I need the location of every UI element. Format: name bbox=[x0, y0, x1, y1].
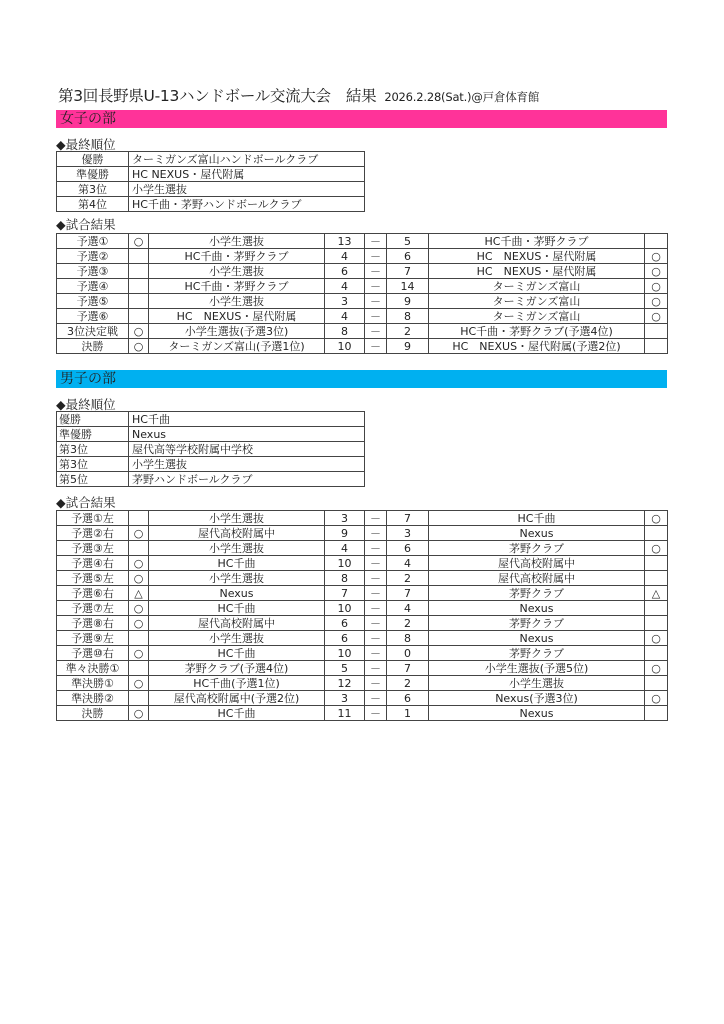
ranking-place: 第3位 bbox=[57, 457, 129, 472]
match-row bbox=[57, 571, 668, 586]
match-team2: ターミガンズ富山 bbox=[429, 309, 645, 324]
score-separator: － bbox=[365, 526, 387, 541]
match-row bbox=[57, 616, 668, 631]
match-score1: 9 bbox=[325, 526, 365, 541]
ranking-team: HC NEXUS・屋代附属 bbox=[129, 167, 365, 182]
match-score2: 7 bbox=[387, 264, 429, 279]
ranking-place: 準優勝 bbox=[57, 167, 129, 182]
score-separator: － bbox=[365, 294, 387, 309]
match-round: 予選② bbox=[57, 249, 129, 264]
match-score2: 7 bbox=[387, 661, 429, 676]
match-score1: 3 bbox=[325, 511, 365, 526]
match-team2: ターミガンズ富山 bbox=[429, 279, 645, 294]
match-team2: 茅野クラブ bbox=[429, 646, 645, 661]
match-score1: 10 bbox=[325, 339, 365, 354]
score-separator: － bbox=[365, 676, 387, 691]
win-mark-team2 bbox=[645, 646, 668, 661]
match-row bbox=[57, 234, 668, 249]
match-team2: HC NEXUS・屋代附属(予選2位) bbox=[429, 339, 645, 354]
match-round: 予選③左 bbox=[57, 541, 129, 556]
match-team1: HC千曲 bbox=[149, 706, 325, 721]
boys-section-header: 男子の部 bbox=[56, 370, 667, 388]
match-score2: 7 bbox=[387, 586, 429, 601]
match-round: 準々決勝① bbox=[57, 661, 129, 676]
match-score1: 10 bbox=[325, 646, 365, 661]
match-score2: 9 bbox=[387, 339, 429, 354]
match-score1: 13 bbox=[325, 234, 365, 249]
win-mark-team1: ○ bbox=[129, 616, 149, 631]
ranking-row bbox=[57, 152, 365, 167]
win-mark-team1 bbox=[129, 511, 149, 526]
match-team1: 小学生選抜 bbox=[149, 631, 325, 646]
match-team2: HC NEXUS・屋代附属 bbox=[429, 264, 645, 279]
match-score2: 2 bbox=[387, 676, 429, 691]
match-team1: HC千曲・茅野クラブ bbox=[149, 279, 325, 294]
ranking-team: 屋代高等学校附属中学校 bbox=[129, 442, 365, 457]
match-score1: 11 bbox=[325, 706, 365, 721]
win-mark-team1 bbox=[129, 294, 149, 309]
ranking-row bbox=[57, 197, 365, 212]
match-team2: 小学生選抜(予選5位) bbox=[429, 661, 645, 676]
win-mark-team1 bbox=[129, 249, 149, 264]
ranking-row bbox=[57, 442, 365, 457]
ranking-team: 小学生選抜 bbox=[129, 457, 365, 472]
ranking-team: HC千曲・茅野ハンドボールクラブ bbox=[129, 197, 365, 212]
win-mark-team1 bbox=[129, 541, 149, 556]
win-mark-team1 bbox=[129, 264, 149, 279]
win-mark-team1: ○ bbox=[129, 601, 149, 616]
match-team2: 茅野クラブ bbox=[429, 616, 645, 631]
ranking-place: 第5位 bbox=[57, 472, 129, 487]
match-team1: 茅野クラブ(予選4位) bbox=[149, 661, 325, 676]
win-mark-team2: ○ bbox=[645, 511, 668, 526]
match-score2: 8 bbox=[387, 631, 429, 646]
match-row bbox=[57, 631, 668, 646]
match-round: 予選④ bbox=[57, 279, 129, 294]
match-team2: Nexus bbox=[429, 706, 645, 721]
ranking-place: 第3位 bbox=[57, 442, 129, 457]
match-row bbox=[57, 661, 668, 676]
match-team2: 屋代高校附属中 bbox=[429, 556, 645, 571]
ranking-team: HC千曲 bbox=[129, 412, 365, 427]
win-mark-team1: ○ bbox=[129, 526, 149, 541]
match-score2: 3 bbox=[387, 526, 429, 541]
match-team1: HC千曲 bbox=[149, 556, 325, 571]
match-team1: 屋代高校附属中(予選2位) bbox=[149, 691, 325, 706]
score-separator: － bbox=[365, 646, 387, 661]
match-score2: 1 bbox=[387, 706, 429, 721]
win-mark-team2: ○ bbox=[645, 661, 668, 676]
score-separator: － bbox=[365, 511, 387, 526]
boys-ranking-table bbox=[56, 411, 365, 487]
win-mark-team2: ○ bbox=[645, 264, 668, 279]
match-score2: 7 bbox=[387, 511, 429, 526]
match-round: 予選⑥ bbox=[57, 309, 129, 324]
match-round: 予選⑦左 bbox=[57, 601, 129, 616]
win-mark-team2 bbox=[645, 556, 668, 571]
win-mark-team2: ○ bbox=[645, 279, 668, 294]
score-separator: － bbox=[365, 339, 387, 354]
win-mark-team2 bbox=[645, 616, 668, 631]
match-row bbox=[57, 511, 668, 526]
match-score1: 3 bbox=[325, 294, 365, 309]
match-team1: 小学生選抜 bbox=[149, 264, 325, 279]
match-score2: 2 bbox=[387, 571, 429, 586]
ranking-row bbox=[57, 472, 365, 487]
match-round: 予選① bbox=[57, 234, 129, 249]
match-round: 準決勝② bbox=[57, 691, 129, 706]
score-separator: － bbox=[365, 661, 387, 676]
ranking-place: 第3位 bbox=[57, 182, 129, 197]
win-mark-team2 bbox=[645, 571, 668, 586]
document-title bbox=[58, 84, 539, 106]
win-mark-team2 bbox=[645, 601, 668, 616]
match-team1: 小学生選抜 bbox=[149, 541, 325, 556]
match-score2: 4 bbox=[387, 556, 429, 571]
match-team2: HC千曲 bbox=[429, 511, 645, 526]
match-row bbox=[57, 646, 668, 661]
match-team1: 小学生選抜(予選3位) bbox=[149, 324, 325, 339]
ranking-row bbox=[57, 412, 365, 427]
match-score1: 4 bbox=[325, 249, 365, 264]
score-separator: － bbox=[365, 601, 387, 616]
match-round: 3位決定戦 bbox=[57, 324, 129, 339]
score-separator: － bbox=[365, 556, 387, 571]
match-score2: 8 bbox=[387, 309, 429, 324]
win-mark-team2: ○ bbox=[645, 631, 668, 646]
match-row bbox=[57, 586, 668, 601]
ranking-team: Nexus bbox=[129, 427, 365, 442]
match-round: 予選④右 bbox=[57, 556, 129, 571]
girls-matches-heading: ◆試合結果 bbox=[56, 217, 116, 232]
match-score2: 6 bbox=[387, 541, 429, 556]
match-team1: HC NEXUS・屋代附属 bbox=[149, 309, 325, 324]
match-score1: 4 bbox=[325, 279, 365, 294]
match-team2: HC千曲・茅野クラブ(予選4位) bbox=[429, 324, 645, 339]
boys-ranking-heading: ◆最終順位 bbox=[56, 397, 116, 412]
match-row bbox=[57, 691, 668, 706]
match-score1: 3 bbox=[325, 691, 365, 706]
ranking-place: 優勝 bbox=[57, 152, 129, 167]
match-round: 予選②右 bbox=[57, 526, 129, 541]
match-row bbox=[57, 294, 668, 309]
win-mark-team2 bbox=[645, 324, 668, 339]
win-mark-team1: ○ bbox=[129, 556, 149, 571]
score-separator: － bbox=[365, 264, 387, 279]
match-team2: 屋代高校附属中 bbox=[429, 571, 645, 586]
match-score2: 9 bbox=[387, 294, 429, 309]
win-mark-team2 bbox=[645, 234, 668, 249]
score-separator: － bbox=[365, 706, 387, 721]
score-separator: － bbox=[365, 631, 387, 646]
match-round: 予選⑨左 bbox=[57, 631, 129, 646]
match-round: 予選⑤ bbox=[57, 294, 129, 309]
match-row bbox=[57, 339, 668, 354]
win-mark-team2: ○ bbox=[645, 541, 668, 556]
match-score2: 0 bbox=[387, 646, 429, 661]
match-team1: HC千曲(予選1位) bbox=[149, 676, 325, 691]
score-separator: － bbox=[365, 234, 387, 249]
match-round: 予選③ bbox=[57, 264, 129, 279]
ranking-place: 準優勝 bbox=[57, 427, 129, 442]
match-team1: 屋代高校附属中 bbox=[149, 616, 325, 631]
match-team2: 茅野クラブ bbox=[429, 541, 645, 556]
ranking-team: 小学生選抜 bbox=[129, 182, 365, 197]
win-mark-team2: ○ bbox=[645, 249, 668, 264]
ranking-row bbox=[57, 182, 365, 197]
match-team2: Nexus bbox=[429, 526, 645, 541]
win-mark-team2 bbox=[645, 526, 668, 541]
score-separator: － bbox=[365, 541, 387, 556]
score-separator: － bbox=[365, 586, 387, 601]
girls-ranking-heading: ◆最終順位 bbox=[56, 137, 116, 152]
match-team1: 小学生選抜 bbox=[149, 511, 325, 526]
match-row bbox=[57, 309, 668, 324]
boys-match-table bbox=[56, 510, 668, 721]
match-team1: HC千曲・茅野クラブ bbox=[149, 249, 325, 264]
match-team2: Nexus(予選3位) bbox=[429, 691, 645, 706]
ranking-place: 第4位 bbox=[57, 197, 129, 212]
match-row bbox=[57, 556, 668, 571]
win-mark-team2 bbox=[645, 339, 668, 354]
match-row bbox=[57, 706, 668, 721]
match-round: 決勝 bbox=[57, 339, 129, 354]
ranking-team: ターミガンズ富山ハンドボールクラブ bbox=[129, 152, 365, 167]
match-row bbox=[57, 526, 668, 541]
tournament-title: 第3回長野県U-13ハンドボール交流大会 結果 bbox=[58, 87, 377, 105]
ranking-place: 優勝 bbox=[57, 412, 129, 427]
match-score1: 6 bbox=[325, 264, 365, 279]
win-mark-team2 bbox=[645, 706, 668, 721]
win-mark-team2: △ bbox=[645, 586, 668, 601]
girls-ranking-table bbox=[56, 151, 365, 212]
ranking-row bbox=[57, 167, 365, 182]
girls-match-table bbox=[56, 233, 668, 354]
score-separator: － bbox=[365, 324, 387, 339]
win-mark-team1 bbox=[129, 631, 149, 646]
score-separator: － bbox=[365, 249, 387, 264]
match-row bbox=[57, 541, 668, 556]
win-mark-team1 bbox=[129, 691, 149, 706]
match-score1: 8 bbox=[325, 571, 365, 586]
match-row bbox=[57, 249, 668, 264]
match-round: 予選⑩右 bbox=[57, 646, 129, 661]
match-score2: 4 bbox=[387, 601, 429, 616]
win-mark-team1: ○ bbox=[129, 676, 149, 691]
match-round: 予選⑧右 bbox=[57, 616, 129, 631]
ranking-row bbox=[57, 427, 365, 442]
match-score1: 4 bbox=[325, 309, 365, 324]
match-row bbox=[57, 279, 668, 294]
match-round: 予選⑤左 bbox=[57, 571, 129, 586]
win-mark-team1: ○ bbox=[129, 706, 149, 721]
score-separator: － bbox=[365, 279, 387, 294]
match-score1: 8 bbox=[325, 324, 365, 339]
match-score1: 10 bbox=[325, 601, 365, 616]
match-team2: 茅野クラブ bbox=[429, 586, 645, 601]
match-team1: HC千曲 bbox=[149, 601, 325, 616]
match-team2: HC千曲・茅野クラブ bbox=[429, 234, 645, 249]
match-round: 決勝 bbox=[57, 706, 129, 721]
match-score2: 5 bbox=[387, 234, 429, 249]
match-round: 予選①左 bbox=[57, 511, 129, 526]
match-score2: 6 bbox=[387, 691, 429, 706]
match-score1: 6 bbox=[325, 631, 365, 646]
match-row bbox=[57, 264, 668, 279]
match-round: 予選⑥右 bbox=[57, 586, 129, 601]
win-mark-team2: ○ bbox=[645, 309, 668, 324]
match-team1: 屋代高校附属中 bbox=[149, 526, 325, 541]
event-date-venue: 2026.2.28(Sat.)@戸倉体育館 bbox=[384, 90, 540, 104]
match-team1: 小学生選抜 bbox=[149, 571, 325, 586]
match-score2: 2 bbox=[387, 616, 429, 631]
girls-section-header: 女子の部 bbox=[56, 110, 667, 128]
ranking-team: 茅野ハンドボールクラブ bbox=[129, 472, 365, 487]
ranking-row bbox=[57, 457, 365, 472]
match-round: 準決勝① bbox=[57, 676, 129, 691]
win-mark-team1 bbox=[129, 661, 149, 676]
win-mark-team1: △ bbox=[129, 586, 149, 601]
win-mark-team2: ○ bbox=[645, 691, 668, 706]
match-team1: 小学生選抜 bbox=[149, 234, 325, 249]
match-team1: ターミガンズ富山(予選1位) bbox=[149, 339, 325, 354]
win-mark-team1: ○ bbox=[129, 339, 149, 354]
win-mark-team1: ○ bbox=[129, 571, 149, 586]
match-team2: HC NEXUS・屋代附属 bbox=[429, 249, 645, 264]
match-team1: 小学生選抜 bbox=[149, 294, 325, 309]
win-mark-team1: ○ bbox=[129, 646, 149, 661]
match-score1: 4 bbox=[325, 541, 365, 556]
win-mark-team1 bbox=[129, 309, 149, 324]
match-score2: 6 bbox=[387, 249, 429, 264]
score-separator: － bbox=[365, 616, 387, 631]
match-team1: HC千曲 bbox=[149, 646, 325, 661]
match-score1: 12 bbox=[325, 676, 365, 691]
match-team2: Nexus bbox=[429, 601, 645, 616]
match-score2: 14 bbox=[387, 279, 429, 294]
match-team1: Nexus bbox=[149, 586, 325, 601]
win-mark-team1: ○ bbox=[129, 324, 149, 339]
match-row bbox=[57, 676, 668, 691]
match-score1: 7 bbox=[325, 586, 365, 601]
match-team2: 小学生選抜 bbox=[429, 676, 645, 691]
match-team2: Nexus bbox=[429, 631, 645, 646]
match-score1: 10 bbox=[325, 556, 365, 571]
match-team2: ターミガンズ富山 bbox=[429, 294, 645, 309]
match-row bbox=[57, 601, 668, 616]
match-row bbox=[57, 324, 668, 339]
score-separator: － bbox=[365, 571, 387, 586]
score-separator: － bbox=[365, 691, 387, 706]
score-separator: － bbox=[365, 309, 387, 324]
win-mark-team2: ○ bbox=[645, 294, 668, 309]
win-mark-team1 bbox=[129, 279, 149, 294]
match-score2: 2 bbox=[387, 324, 429, 339]
boys-matches-heading: ◆試合結果 bbox=[56, 495, 116, 510]
win-mark-team1: ○ bbox=[129, 234, 149, 249]
match-score1: 6 bbox=[325, 616, 365, 631]
win-mark-team2 bbox=[645, 676, 668, 691]
match-score1: 5 bbox=[325, 661, 365, 676]
